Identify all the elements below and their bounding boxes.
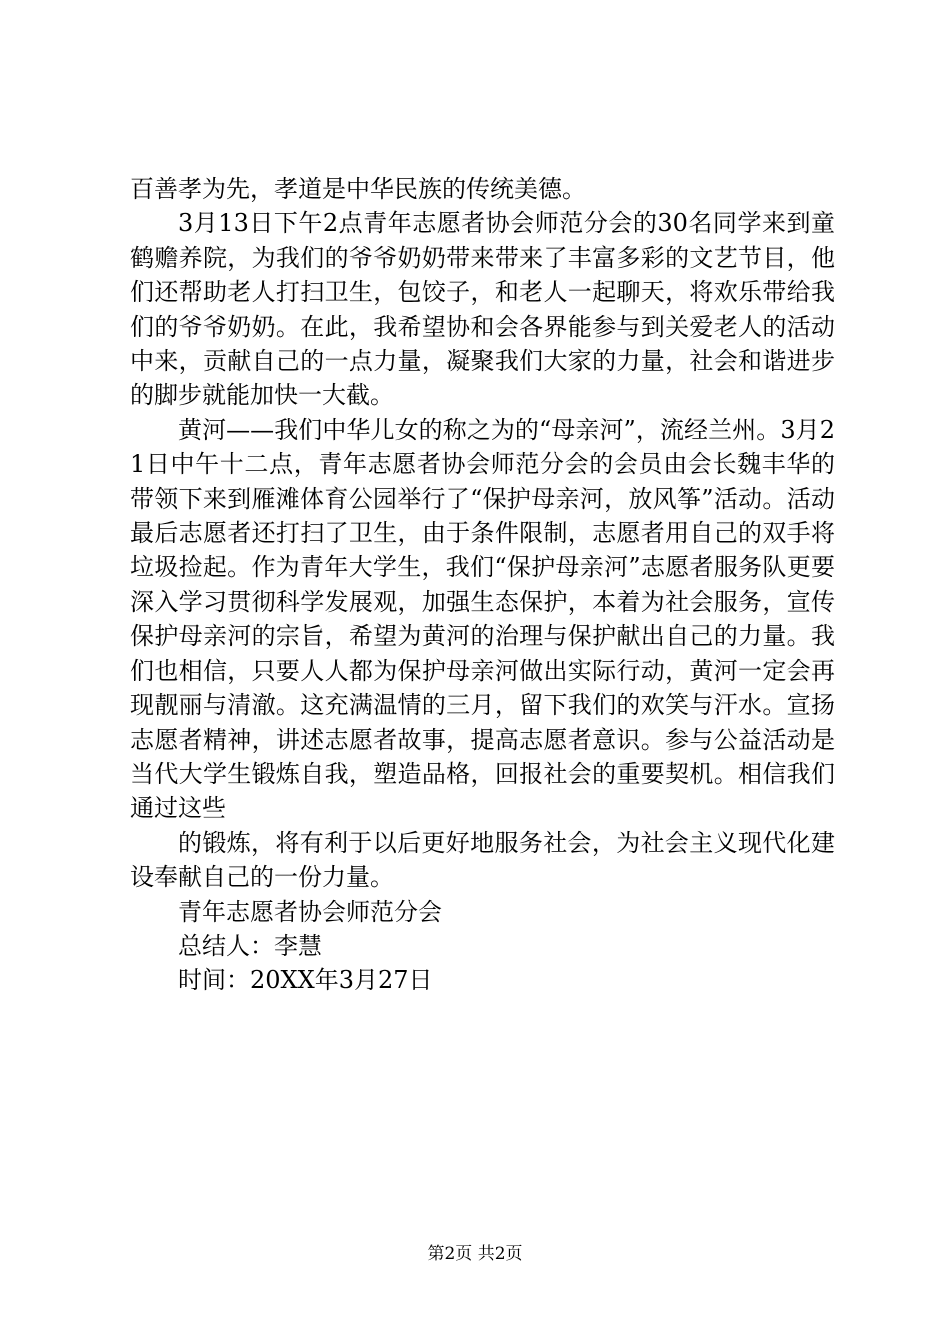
signature-author: 总结人：李慧 [178,931,322,960]
paragraph-intro: 百善孝为先，孝道是中华民族的传统美德。 [130,175,586,203]
paragraph-conclusion: 的锻炼，将有利于以后更好地服务社会，为社会主义现代化建设奉献自己的一份力量。 [130,828,835,892]
signature-organization: 青年志愿者协会师范分会 [178,897,442,926]
paragraph-elderly-care: 3月13日下午2点青年志愿者协会师范分会的30名同学来到童鹤赡养院，为我们的爷爷奶奶带来带来了丰富多彩的文艺节目，他们还帮助老人打扫卫生，包饺子，和老人一起聊天，将欢乐带给我们的爷爷奶奶。在此，我希望协和会各界能参与到关爱老人的活动中来，贡献自己的一点力量，凝聚我们大家的力量，社会和谐进步的脚步就能加快一大截。 [130,209,835,410]
page-number-footer: 第2页 共2页 [427,1244,523,1264]
document-body [130,172,835,998]
paragraph-mother-river: 黄河——我们中华儿女的称之为的“母亲河”，流经兰州。3月21日中午十二点，青年志愿者协会师范分会的会员由会长魏丰华的带领下来到雁滩体育公园举行了“保护母亲河，放风筝”活动。活动最后志愿者还打扫了卫生，由于条件限制，志愿者用自己的双手将垃圾捡起。作为青年大学生，我们“保护母亲河”志愿者服务队更要深入学习贯彻科学发展观，加强生态保护，本着为社会服务，宣传保护母亲河的宗旨，希望为黄河的治理与保护献出自己的力量。我们也相信，只要人人都为保护母亲河做出实际行动，黄河一定会再现靓丽与清澈。这充满温情的三月，留下我们的欢笑与汗水。宣扬志愿者精神，讲述志愿者故事，提高志愿者意识。参与公益活动是当代大学生锻炼自我，塑造品格，回报社会的重要契机。相信我们通过这些 [130,415,835,823]
signature-date: 时间：20XX年3月27日 [178,966,433,995]
